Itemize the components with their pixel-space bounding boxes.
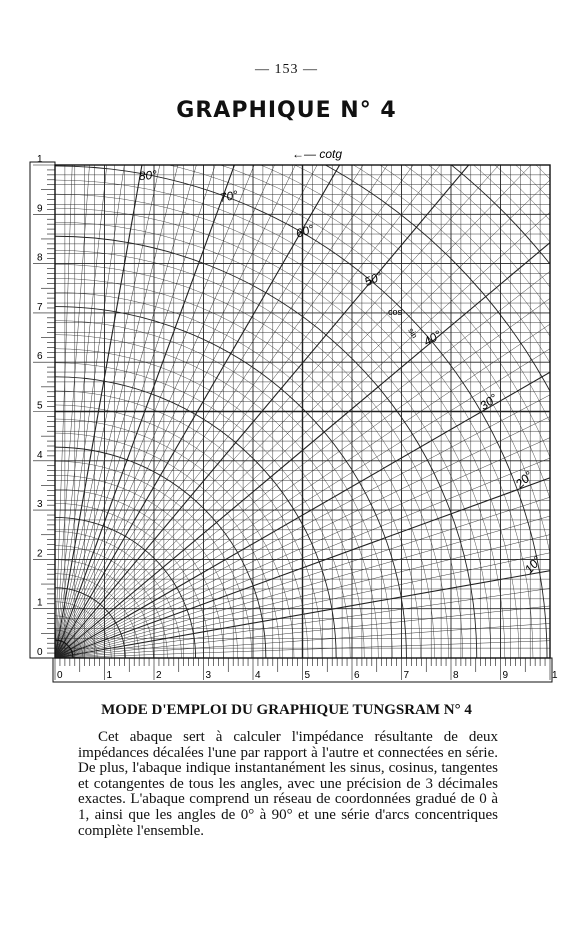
angle-label: 40°: [421, 327, 444, 349]
y-tick-label: 8: [37, 252, 43, 264]
cotg-label: ←— cotg: [292, 147, 343, 161]
y-tick-label: 9: [37, 203, 43, 215]
angle-label: 80°: [138, 167, 158, 184]
y-tick-label: 0: [37, 647, 43, 658]
x-tick-label: 7: [403, 670, 410, 681]
y-tick-label: 4: [37, 449, 43, 461]
x-tick-label: 8: [453, 670, 459, 681]
y-tick-label: 6: [37, 351, 43, 363]
angle-label: 10°: [521, 553, 545, 577]
angle-ray: [55, 140, 501, 658]
x-tick-label: 6: [354, 670, 360, 681]
x-tick-label: 4: [255, 670, 261, 681]
angle-label: 70°: [218, 187, 240, 206]
angle-label: 60°: [294, 221, 316, 241]
y-tick-label: 2: [37, 548, 43, 560]
angle-ray: [55, 413, 573, 658]
chart-labels: [37, 147, 558, 681]
angle-label: 20°: [512, 468, 536, 491]
nomogram-chart: [0, 140, 573, 690]
x-tick-label: 9: [502, 670, 509, 681]
angle-label: 50°: [362, 268, 385, 290]
x-tick-label: 2: [156, 670, 162, 681]
page-number: — 153 —: [255, 62, 318, 77]
angle-ray: [55, 215, 573, 658]
y-tick-label: 7: [37, 301, 43, 313]
y-tick-label: 1: [37, 597, 43, 609]
angle-label: 30°: [477, 390, 501, 413]
x-tick-label: 1: [106, 670, 113, 681]
sin-label: sin: [406, 326, 420, 340]
y-tick-label: 5: [37, 400, 43, 412]
x-tick-label: 0: [57, 670, 63, 681]
y-tick-label: 1: [37, 154, 43, 165]
page-title: GRAPHIQUE N° 4: [176, 98, 397, 123]
cos-label: cos: [388, 307, 403, 317]
angle-ray: [55, 311, 573, 658]
x-tick-label: 1: [552, 670, 558, 681]
angle-ray: [55, 262, 573, 658]
instructions-body: Cet abaque sert à calculer l'impédance résultante de deux impédances décalées l'une par rapport à l'autre et connectées en série. De plus, l'abaque indique instantanément les sinus, cosinus, tangentes et cotangentes de tous les angles, avec une précision de 3 décimales exactes. L'abaque comprend un réseau de coordonnées gradué de 0 à 1, ainsi que les angles de 0° à 90° et une série d'arcs concentriques complète l'ensemble.: [78, 729, 498, 839]
angle-ray: [55, 140, 220, 658]
angle-ray: [55, 493, 573, 658]
x-tick-label: 5: [304, 670, 311, 681]
x-tick-label: 3: [205, 670, 212, 681]
instructions-heading: MODE D'EMPLOI DU GRAPHIQUE TUNGSRAM N° 4: [101, 702, 472, 718]
y-tick-label: 3: [37, 499, 43, 511]
angle-ray: [55, 140, 402, 658]
